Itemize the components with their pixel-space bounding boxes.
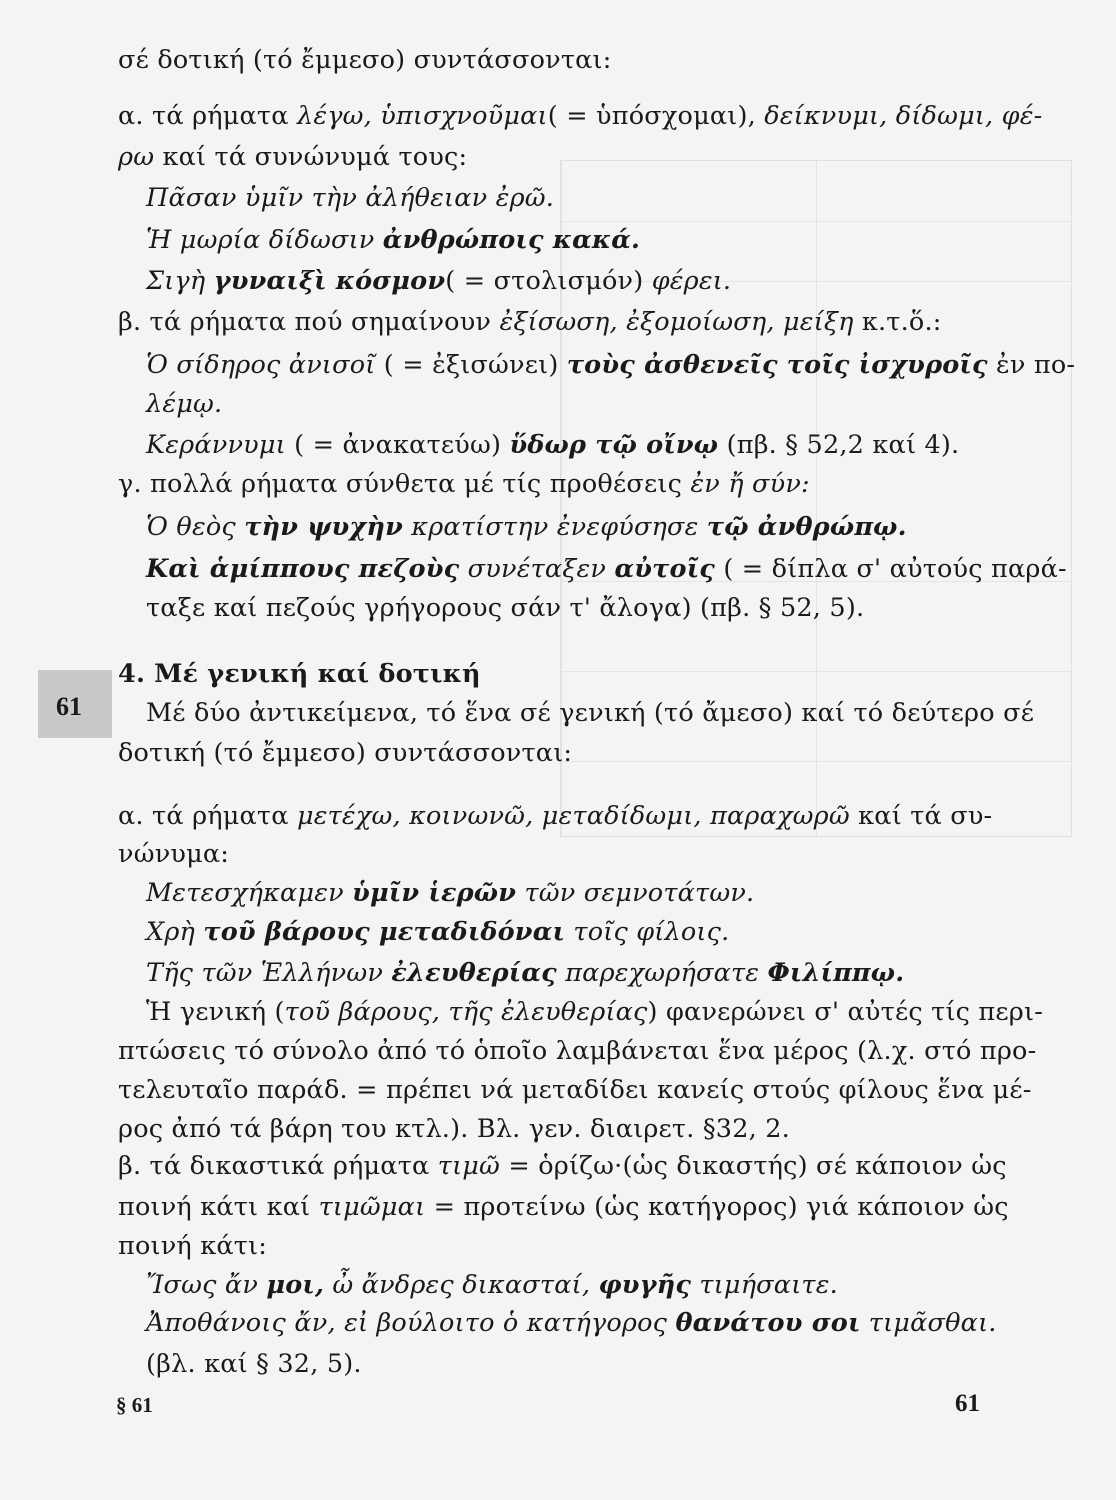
a2-line-2: νώνυμα: <box>118 839 230 869</box>
c1-line-1: γ. πολλά ρήματα σύνθετα μέ τίς προθέσεις ἐν ἤ σύν: <box>118 469 810 499</box>
footer-section-ref: § 61 <box>116 1393 153 1417</box>
b1-example-1: Ὁ σίδηρος ἀνισοῖ ( = ἐξισώνει) τοὺς ἀσθενεῖς τοῖς ἰσχυροῖς ἐν πο- <box>146 350 1076 380</box>
b2-line-1: β. τά δικαστικά ρήματα τιμῶ = ὁρίζω·(ὡς δικαστής) σέ κάποιον ὡς <box>118 1151 1007 1181</box>
a2-example-2: Χρὴ τοῦ βάρους μεταδιδόναι τοῖς φίλοις. <box>146 917 730 947</box>
a2-example-3: Τῆς τῶν Ἑλλήνων ἐλευθερίας παρεχωρήσατε Φιλίππῳ. <box>146 958 905 988</box>
c1-example-2: Καὶ ἁμίππους πεζοὺς συνέταξεν αὐτοῖς ( = δίπλα σ' αὐτούς παρά- <box>146 554 1067 584</box>
section4-paragraph-1: Μέ δύο ἀντικείμενα, τό ἕνα σέ γενική (τό ἄμεσο) καί τό δεύτερο σέ <box>146 698 1035 728</box>
b1-example-1-cont: λέμῳ. <box>146 389 223 419</box>
a2-note-3: τελευταῖο παράδ. = πρέπει νά μεταδίδει κανείς στούς φίλους ἕνα μέ- <box>118 1075 1032 1105</box>
b2-line-3: ποινή κάτι: <box>118 1231 268 1261</box>
section-number-tab <box>38 670 112 738</box>
page-number: 61 <box>955 1390 980 1417</box>
b2-example-1: Ἴσως ἄν μοι, ὦ ἄνδρες δικασταί, φυγῆς τιμήσαιτε. <box>146 1270 838 1300</box>
a1-line-2: ρω καί τά συνώνυμά τους: <box>118 142 468 172</box>
a1-example-3: Σιγὴ γυναιξὶ κόσμον( = στολισμόν) φέρει. <box>146 266 732 296</box>
a1-example-2: Ἡ μωρία δίδωσιν ἀνθρώποις κακά. <box>146 225 641 255</box>
section-number: 61 <box>56 692 82 721</box>
a2-note-1: Ἡ γενική (τοῦ βάρους, τῆς ἐλευθερίας) φανερώνει σ' αὐτές τίς περι- <box>146 997 1044 1027</box>
intro-line: σέ δοτική (τό ἔμμεσο) συντάσσονται: <box>118 45 612 75</box>
section4-paragraph-2: δοτική (τό ἔμμεσο) συντάσσονται: <box>118 738 573 768</box>
b1-example-2: Κεράννυμι ( = ἀνακατεύω) ὕδωρ τῷ οἴνῳ (πβ. § 52,2 καί 4). <box>146 430 960 460</box>
a2-line-1: α. τά ρήματα μετέχω, κοινωνῶ, μεταδίδωμι, παραχωρῶ καί τά συ- <box>118 801 993 831</box>
a2-note-4: ρος ἀπό τά βάρη του κτλ.). Βλ. γεν. διαιρετ. §32, 2. <box>118 1114 790 1144</box>
b1-line-1: β. τά ρήματα πού σημαίνουν ἐξίσωση, ἐξομοίωση, μείξη κ.τ.ὅ.: <box>118 307 942 337</box>
b2-reference: (βλ. καί § 32, 5). <box>146 1349 362 1379</box>
b2-line-2: ποινή κάτι καί τιμῶμαι = προτείνω (ὡς κατήγορος) γιά κάποιον ὡς <box>118 1192 1009 1222</box>
a2-example-1: Μετεσχήκαμεν ὑμῖν ἱερῶν τῶν σεμνοτάτων. <box>146 878 755 908</box>
a1-example-1: Πᾶσαν ὑμῖν τὴν ἀλήθειαν ἐρῶ. <box>146 183 555 213</box>
a1-line-1: α. τά ρήματα λέγω, ὑπισχνοῦμαι( = ὑπόσχομαι), δείκνυμι, δίδωμι, φέ- <box>118 101 1043 131</box>
a2-note-2: πτώσεις τό σύνολο ἀπό τό ὁποῖο λαμβάνεται ἕνα μέρος (λ.χ. στό προ- <box>118 1036 1037 1066</box>
b2-example-2: Ἀποθάνοις ἄν, εἰ βούλοιτο ὁ κατήγορος θανάτου σοι τιμᾶσθαι. <box>146 1308 997 1338</box>
c1-example-1: Ὁ θεὸς τὴν ψυχὴν κρατίστην ἐνεφύσησε τῷ ἀνθρώπῳ. <box>146 512 907 542</box>
section-heading: 4. Μέ γενική καί δοτική <box>118 659 481 689</box>
c1-example-2-cont: ταξε καί πεζούς γρήγορους σάν τ' ἄλογα) (πβ. § 52, 5). <box>146 593 865 623</box>
